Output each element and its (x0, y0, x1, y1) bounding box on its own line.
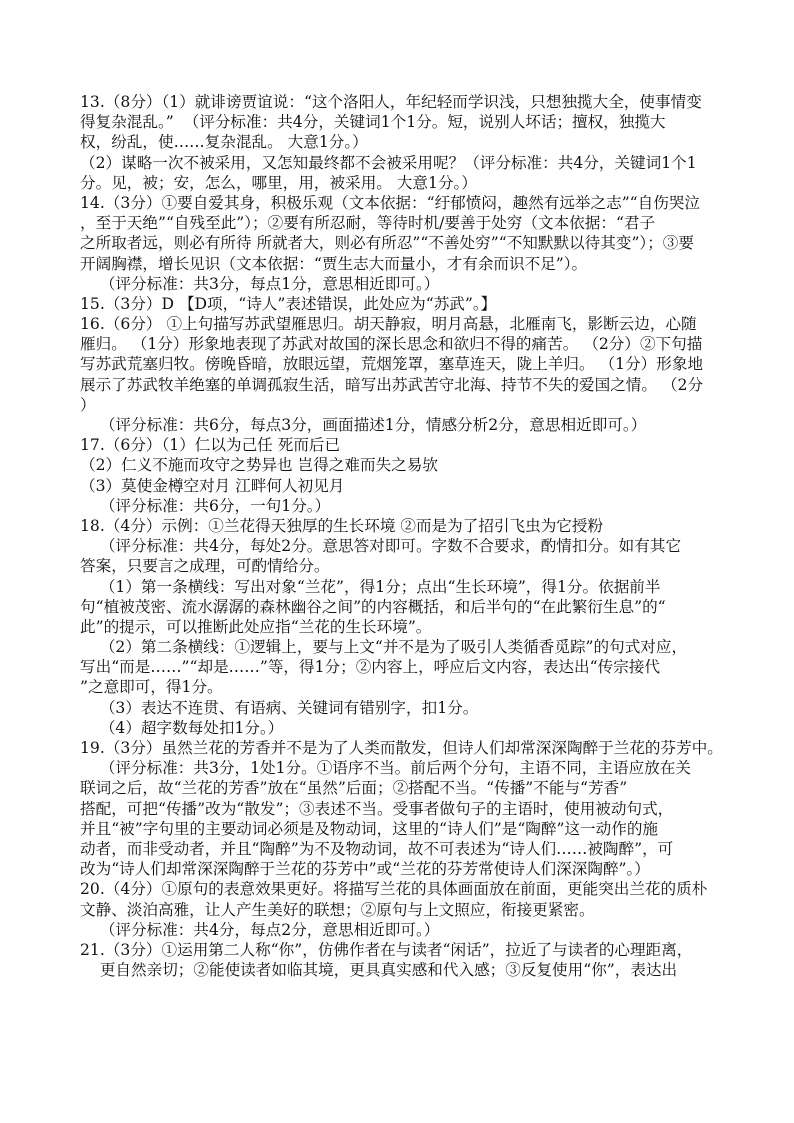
text-line: （评分标准：共4分，每处2分。意思答对即可。字数不合要求，酌情扣分。如有其它 (80, 537, 682, 556)
text-line: 动者，而非受动者，并且“陶醉”为不及物动词，故不可表述为“诗人们……被陶醉”，可 (80, 839, 674, 858)
text-line: 16.（6分） ①上句描写苏武望雁思归。胡天静寂，明月高悬，北雁南飞，影断云边，心随 (80, 315, 697, 334)
text-line: 改为“诗人们却常深深陶醉于兰花的芬芳中”或“兰花的芬芳常使诗人们深深陶醉”。） (80, 860, 650, 879)
text-line: 更自然亲切；②能使读者如临其境，更具真实感和代入感；③反复使用“你”，表达出 (80, 961, 678, 980)
text-line: 18.（4分）示例：①兰花得天独厚的生长环境 ②而是为了招引飞虫为它授粉 (80, 516, 604, 535)
text-line: 20.（4分）①原句的表意效果更好。将描写兰花的具体画面放在前面，更能突出兰花的质朴 (80, 880, 708, 899)
text-line: 答案，只要言之成理，可酌情给分。 (80, 557, 330, 576)
text-line: 写出“而是……”“却是……”等，得1分；②内容上，呼应后文内容，表达出“传宗接代 (80, 658, 660, 677)
text-line: 14.（3分）①要自爱其身，积极乐观（文本依据：“纡郁愤闷，趣然有远举之志”“自伤哭泣 (80, 193, 701, 212)
text-line: 此”的提示，可以推断此处应指“兰花的生长环境”。 (80, 617, 432, 636)
text-line: （3）莫使金樽空对月 江畔何人初见月 (80, 476, 345, 495)
text-line: 开阔胸襟，增长见识（文本依据：“贾生志大而量小，才有余而识不足”）。 (80, 254, 588, 273)
text-line: （评分标准：共3分，每点1分，意思相近即可。） (80, 274, 440, 293)
text-line: （评分标准：共4分，每点2分，意思相近即可。） (80, 920, 440, 939)
text-line: （4）超字数每处扣1分。） (80, 718, 284, 737)
text-line: 21.（3分）①运用第二人称“你”，仿佛作者在与读者“闲话”，拉近了与读者的心理距离， (80, 940, 693, 959)
text-line: ”之意即可，得1分。 (80, 678, 223, 697)
text-line: 联词之后，故“兰花的芳香”放在“虽然”后面；②搭配不当。“传播”不能与“芳香” (80, 779, 628, 798)
text-line: 句“植被茂密、流水潺潺的森林幽谷之间”的内容概括，和后半句的“在此繁衍生息”的“ (80, 597, 666, 616)
text-line: （2）仁义不施而攻守之势异也 岂得之难而失之易欤 (80, 456, 438, 475)
text-line: （评分标准：共3分，1处1分。①语序不当。前后两个分句，主语不同，主语应放在关 (80, 759, 691, 778)
text-line: 文静、淡泊高雅，让人产生美好的联想；②原句与上文照应，衔接更紧密。 (80, 900, 595, 919)
text-line: （1）第一条横线：写出对象“兰花”，得1分；点出“生长环境”，得1分。依据前半 (80, 577, 661, 596)
text-line: （3）表达不连贯、有语病、关键词有错别字，扣1分。 (80, 698, 479, 717)
text-line: 15.（3分）D 【D项，“诗人”表述错误，此处应为“苏武”。】 (80, 294, 497, 313)
text-line: 雁归。 （1分）形象地表现了苏武对故国的深长思念和欲归不得的痛苦。 （2分）②下句描 (80, 335, 703, 354)
text-line: 分。见，被；安，怎么，哪里，用，被采用。 大意1分。） (80, 173, 477, 192)
answer-text-block (80, 92, 724, 980)
text-line: ） (80, 395, 96, 414)
text-line: （2）谋略一次不被采用，又怎知最终都不会被采用呢？（评分标准：共4分，关键词1个1 (80, 153, 697, 172)
text-line: 得复杂混乱。” （评分标准：共4分，关键词1个1分。短，说别人坏话；擅权，独揽大 (80, 113, 666, 132)
text-line: 搭配，可把“传播”改为“散发”；③表述不当。受事者做句子的主语时，使用被动句式， (80, 799, 674, 818)
text-line: （2）第二条横线：①逻辑上，要与上文“并不是为了吸引人类循香觅踪”的句式对应， (80, 638, 688, 657)
text-line: ，至于天绝”“自残至此”）；②要有所忍耐，等待时机/要善于处穷（文本依据：“君子 (80, 214, 656, 233)
text-line: （评分标准：共6分，一句1分。） (80, 496, 331, 515)
text-line: 权，纷乱，使……复杂混乱。 大意1分。） (80, 133, 368, 152)
text-line: 19.（3分）虽然兰花的芳香并不是为了人类而散发，但诗人们却常深深陶醉于兰花的芬芳中。 (80, 739, 723, 757)
text-line: 写苏武荒塞归牧。傍晚昏暗，放眼远望，荒烟笼罩，塞草连天，陇上羊归。 （1分）形象地 (80, 355, 704, 374)
text-line: 之所取者远，则必有所待 所就者大，则必有所忍”“不善处穷”“不知默默以待其变”）；③要 (80, 234, 694, 253)
text-line: 展示了苏武牧羊绝塞的单调孤寂生活，暗写出苏武苦守北海、持节不失的爱国之情。 （2分 (80, 375, 704, 394)
text-line: 17.（6分）（1）仁以为己任 死而后已 (80, 436, 341, 455)
text-line: 并且“被”字句里的主要动词必须是及物动词，这里的“诗人们”是“陶醉”这一动作的施 (80, 819, 659, 838)
text-line: （评分标准：共6分，每点3分，画面描述1分，情感分析2分，意思相近即可。） (80, 416, 647, 434)
text-line: 13.（8分）（1）就诽谤贾谊说：“这个洛阳人，年纪轻而学识浅，只想独揽大全，使事情变 (80, 93, 702, 111)
